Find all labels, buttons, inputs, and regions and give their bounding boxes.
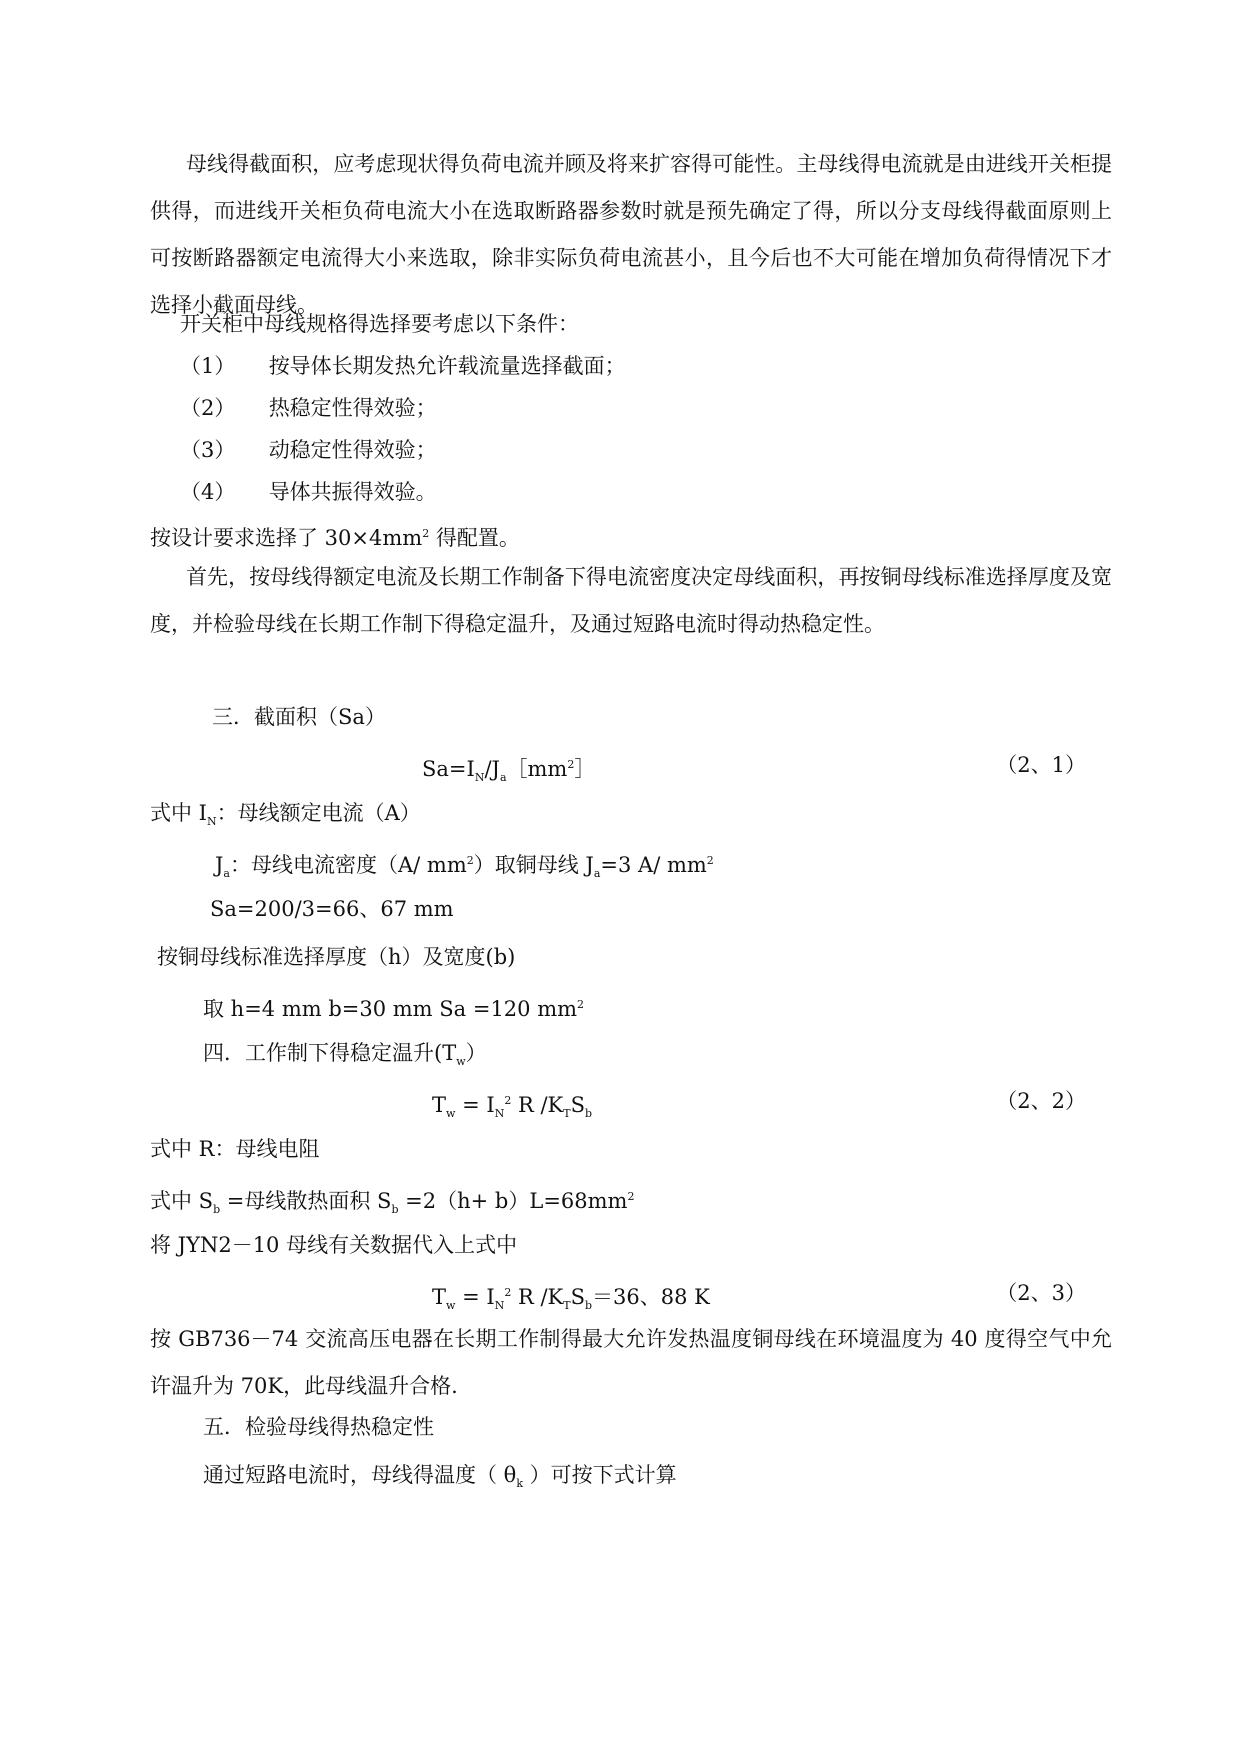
method-paragraph: 首先，按母线得额定电流及长期工作制备下得电流密度决定母线面积，再按铜母线标准选择厚度及宽度，并检验母线在长期工作制下得稳定温升，及通过短路电流时得动热稳定性。: [150, 565, 1112, 636]
eq-part: ］: [574, 757, 596, 781]
condition-item: [180, 435, 437, 465]
eq-subscript: N: [494, 1299, 505, 1313]
where-part: =母线散热面积 S: [220, 1189, 392, 1213]
last-line: [203, 1460, 677, 1499]
eq-subscript: N: [494, 1107, 505, 1121]
where-part: ：母线额定电流（A）: [216, 801, 421, 825]
condition-item: [180, 393, 437, 423]
eq-part: R /K: [511, 1285, 564, 1309]
where-line: [150, 798, 421, 837]
equation-number: （2、3）: [996, 1281, 1086, 1305]
condition-text: 按导体长期发热允许载流量选择截面；: [268, 354, 626, 378]
where-line: [215, 846, 714, 889]
where-part: =3 A/ mm: [600, 853, 707, 877]
title-subscript: w: [456, 1055, 466, 1069]
equation-2-3: [432, 1278, 710, 1321]
where-subscript: a: [223, 867, 230, 881]
where-part: =2（h+ b）L=68mm: [398, 1189, 628, 1213]
section-4-title: [203, 1038, 487, 1077]
intro-paragraph: 母线得截面积，应考虑现状得负荷电流并顾及将来扩容得可能性。主母线得电流就是由进线开关柜提供得，而进线开关柜负荷电流大小在选取断路器参数时就是预先确定了得，所以分支母线得截面原则上可按断路器额定电流得大小来选取，除非实际负荷电流甚小，且今后也不大可能在增加负荷得情况下才选择小截面母线。: [150, 152, 1112, 317]
last-subscript: k: [516, 1477, 523, 1491]
condition-text: 导体共振得效验。: [268, 480, 437, 504]
config-line: [150, 519, 520, 553]
eq-subscript: N: [474, 771, 485, 785]
eq-part: S: [570, 1093, 585, 1117]
eq-part: T: [432, 1093, 447, 1117]
config-tail: 得配置。: [429, 526, 520, 550]
equation-2-1: [422, 750, 595, 793]
eq-subscript: w: [446, 1107, 456, 1121]
where-line: 式中 R：母线电阻: [150, 1137, 320, 1161]
where-subscript: N: [206, 815, 217, 829]
eq-part: R /K: [511, 1093, 564, 1117]
where-part: ：母线电流密度（A/ mm: [229, 853, 467, 877]
equation-number: （2、1）: [996, 753, 1086, 777]
condition-number: （4）: [180, 480, 236, 504]
where-line: [150, 1182, 634, 1225]
eq-superscript: 2: [567, 758, 575, 771]
condition-number: （3）: [180, 438, 236, 462]
take-text: 取 h=4 mm b=30 mm Sa =120 mm: [203, 997, 578, 1021]
select-line: 按铜母线标准选择厚度（h）及宽度(b): [157, 945, 516, 969]
equation-2-2: [432, 1086, 592, 1129]
eq-subscript: T: [563, 1299, 571, 1313]
condition-item: [180, 477, 437, 507]
eq-part: Sa=I: [422, 757, 475, 781]
eq-subscript: T: [563, 1107, 571, 1121]
where-part: J: [215, 853, 224, 877]
substitute-line: 将 JYN2－10 母线有关数据代入上式中: [150, 1233, 518, 1257]
eq-part: /J: [484, 757, 500, 781]
equation-number: （2、2）: [996, 1089, 1086, 1113]
standard-paragraph: 按 GB736－74 交流高压电器在长期工作制得最大允许发热温度铜母线在环境温度为 40 度得空气中允许温升为 70K，此母线温升合格.: [150, 1327, 1112, 1398]
conditions-intro: 开关柜中母线规格得选择要考虑以下条件：: [180, 312, 579, 336]
eq-part: S: [570, 1285, 585, 1309]
where-part: 式中 I: [150, 801, 207, 825]
section-5-title: 五．检验母线得热稳定性: [203, 1415, 434, 1439]
eq-part: ［mm: [506, 757, 568, 781]
take-superscript: 2: [577, 998, 585, 1011]
eq-part: = I: [455, 1093, 495, 1117]
eq-superscript: 2: [504, 1286, 512, 1299]
last-part: ）可按下式计算: [523, 1463, 677, 1487]
where-part: ）取铜母线 J: [473, 853, 594, 877]
condition-text: 动稳定性得效验；: [268, 438, 437, 462]
where-subscript: b: [213, 1203, 221, 1217]
eq-part: ＝36、88 K: [592, 1285, 710, 1309]
eq-superscript: 2: [504, 1094, 512, 1107]
where-superscript: 2: [466, 854, 474, 867]
take-line: [203, 990, 584, 1024]
condition-number: （1）: [180, 354, 236, 378]
where-superscript: 2: [706, 854, 714, 867]
section-3-title: 三．截面积（Sa）: [212, 705, 386, 729]
eq-subscript: b: [584, 1107, 593, 1121]
title-part: ）: [465, 1041, 487, 1065]
last-part: 通过短路电流时，母线得温度（ θ: [203, 1463, 517, 1487]
eq-subscript: a: [499, 771, 507, 785]
where-subscript: a: [593, 867, 601, 881]
where-part: 式中 S: [150, 1189, 214, 1213]
config-superscript: 2: [422, 527, 430, 540]
where-superscript: 2: [627, 1190, 635, 1203]
title-part: 四．工作制下得稳定温升(T: [203, 1041, 457, 1065]
eq-part: = I: [455, 1285, 495, 1309]
where-subscript: b: [391, 1203, 399, 1217]
condition-text: 热稳定性得效验；: [268, 396, 437, 420]
eq-subscript: w: [446, 1299, 456, 1313]
eq-part: T: [432, 1285, 447, 1309]
condition-item: [180, 351, 626, 381]
eq-subscript: b: [584, 1299, 593, 1313]
condition-number: （2）: [180, 396, 236, 420]
calc-line: Sa=200/3=66、67 mm: [210, 897, 454, 921]
config-text: 按设计要求选择了 30×4mm: [150, 526, 423, 550]
